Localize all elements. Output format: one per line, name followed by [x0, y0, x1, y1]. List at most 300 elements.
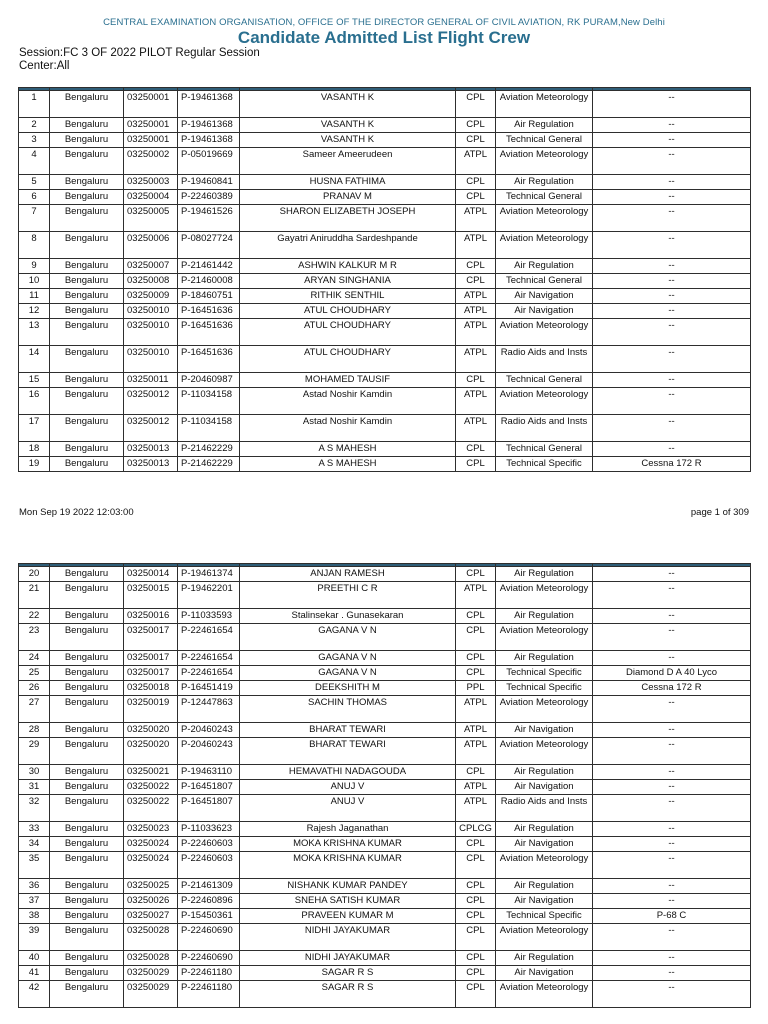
subject-cell: Technical General [496, 133, 593, 148]
licence-number-cell: P-22460603 [178, 837, 240, 852]
table-row [19, 852, 751, 879]
roll-number-cell: 03250019 [124, 696, 178, 723]
candidate-name-cell: GAGANA V N [240, 666, 456, 681]
serial-no-cell: 27 [19, 696, 50, 723]
licence-number-cell: P-16451636 [178, 304, 240, 319]
candidate-name-cell: ANUJ V [240, 780, 456, 795]
centre-name-cell: Bengaluru [50, 415, 124, 442]
subject-cell: Aviation Meteorology [496, 205, 593, 232]
licence-type-cell: ATPL [456, 415, 496, 442]
aircraft-type-cell: -- [593, 289, 751, 304]
centre-name-cell: Bengaluru [50, 175, 124, 190]
licence-number-cell: P-19461368 [178, 91, 240, 118]
table-row [19, 738, 751, 765]
licence-number-cell: P-22460896 [178, 894, 240, 909]
aircraft-type-cell: -- [593, 388, 751, 415]
table-row [19, 259, 751, 274]
serial-no-cell: 41 [19, 966, 50, 981]
licence-number-cell: P-11033593 [178, 609, 240, 624]
roll-number-cell: 03250026 [124, 894, 178, 909]
aircraft-type-cell: -- [593, 894, 751, 909]
licence-number-cell: P-22460603 [178, 852, 240, 879]
licence-type-cell: CPL [456, 765, 496, 780]
licence-number-cell: P-20460243 [178, 738, 240, 765]
roll-number-cell: 03250012 [124, 388, 178, 415]
serial-no-cell: 39 [19, 924, 50, 951]
serial-no-cell: 3 [19, 133, 50, 148]
aircraft-type-cell: P-68 C [593, 909, 751, 924]
table-row [19, 837, 751, 852]
subject-cell: Technical General [496, 442, 593, 457]
serial-no-cell: 5 [19, 175, 50, 190]
roll-number-cell: 03250011 [124, 373, 178, 388]
aircraft-type-cell: -- [593, 951, 751, 966]
table-row [19, 609, 751, 624]
table-row [19, 457, 751, 472]
centre-name-cell: Bengaluru [50, 981, 124, 1008]
table-row [19, 567, 751, 582]
roll-number-cell: 03250001 [124, 133, 178, 148]
roll-number-cell: 03250006 [124, 232, 178, 259]
licence-type-cell: CPL [456, 879, 496, 894]
aircraft-type-cell: -- [593, 232, 751, 259]
serial-no-cell: 21 [19, 582, 50, 609]
centre-name-cell: Bengaluru [50, 442, 124, 457]
table-row [19, 981, 751, 1008]
licence-number-cell: P-16451419 [178, 681, 240, 696]
aircraft-type-cell: -- [593, 795, 751, 822]
table-row [19, 582, 751, 609]
aircraft-type-cell: -- [593, 148, 751, 175]
centre-name-cell: Bengaluru [50, 681, 124, 696]
centre-name-cell: Bengaluru [50, 951, 124, 966]
table-row [19, 274, 751, 289]
subject-cell: Aviation Meteorology [496, 852, 593, 879]
licence-type-cell: ATPL [456, 780, 496, 795]
licence-type-cell: ATPL [456, 795, 496, 822]
candidate-name-cell: VASANTH K [240, 133, 456, 148]
serial-no-cell: 32 [19, 795, 50, 822]
table-row [19, 304, 751, 319]
centre-name-cell: Bengaluru [50, 795, 124, 822]
centre-name-cell: Bengaluru [50, 346, 124, 373]
roll-number-cell: 03250021 [124, 765, 178, 780]
licence-type-cell: CPLCG [456, 822, 496, 837]
table-row [19, 232, 751, 259]
aircraft-type-cell: -- [593, 205, 751, 232]
centre-name-cell: Bengaluru [50, 388, 124, 415]
candidate-name-cell: A S MAHESH [240, 442, 456, 457]
roll-number-cell: 03250029 [124, 981, 178, 1008]
page-counter: page 1 of 309 [690, 507, 749, 518]
centre-name-cell: Bengaluru [50, 822, 124, 837]
aircraft-type-cell: -- [593, 837, 751, 852]
centre-name-cell: Bengaluru [50, 738, 124, 765]
subject-cell: Air Navigation [496, 289, 593, 304]
candidate-name-cell: ASHWIN KALKUR M R [240, 259, 456, 274]
licence-type-cell: CPL [456, 852, 496, 879]
licence-number-cell: P-18460751 [178, 289, 240, 304]
table-row [19, 346, 751, 373]
aircraft-type-cell: -- [593, 274, 751, 289]
centre-name-cell: Bengaluru [50, 567, 124, 582]
subject-cell: Air Navigation [496, 304, 593, 319]
serial-no-cell: 33 [19, 822, 50, 837]
organisation-line: CENTRAL EXAMINATION ORGANISATION, OFFICE OF THE DIRECTOR GENERAL OF CIVIL AVIATION, RK PURAM,New Delhi [103, 17, 665, 28]
table-row [19, 319, 751, 346]
centre-name-cell: Bengaluru [50, 696, 124, 723]
subject-cell: Air Navigation [496, 837, 593, 852]
aircraft-type-cell: -- [593, 319, 751, 346]
table-row [19, 951, 751, 966]
subject-cell: Air Navigation [496, 966, 593, 981]
licence-type-cell: CPL [456, 442, 496, 457]
roll-number-cell: 03250016 [124, 609, 178, 624]
table-row [19, 148, 751, 175]
candidate-name-cell: SNEHA SATISH KUMAR [240, 894, 456, 909]
serial-no-cell: 1 [19, 91, 50, 118]
roll-number-cell: 03250029 [124, 966, 178, 981]
serial-no-cell: 30 [19, 765, 50, 780]
subject-cell: Air Regulation [496, 567, 593, 582]
serial-no-cell: 25 [19, 666, 50, 681]
centre-name-cell: Bengaluru [50, 232, 124, 259]
candidate-name-cell: RITHIK SENTHIL [240, 289, 456, 304]
licence-type-cell: ATPL [456, 205, 496, 232]
table-row [19, 624, 751, 651]
candidate-name-cell: PREETHI C R [240, 582, 456, 609]
candidate-name-cell: Astad Noshir Kamdin [240, 388, 456, 415]
subject-cell: Aviation Meteorology [496, 319, 593, 346]
candidate-name-cell: VASANTH K [240, 118, 456, 133]
serial-no-cell: 26 [19, 681, 50, 696]
subject-cell: Technical Specific [496, 666, 593, 681]
licence-type-cell: ATPL [456, 696, 496, 723]
serial-no-cell: 38 [19, 909, 50, 924]
centre-name-cell: Bengaluru [50, 259, 124, 274]
table-row [19, 442, 751, 457]
centre-name-cell: Bengaluru [50, 274, 124, 289]
roll-number-cell: 03250013 [124, 442, 178, 457]
centre-name-cell: Bengaluru [50, 304, 124, 319]
aircraft-type-cell: -- [593, 91, 751, 118]
candidate-name-cell: VASANTH K [240, 91, 456, 118]
licence-number-cell: P-19461368 [178, 118, 240, 133]
roll-number-cell: 03250022 [124, 795, 178, 822]
centre-name-cell: Bengaluru [50, 879, 124, 894]
print-timestamp: Mon Sep 19 2022 12:03:00 [19, 507, 134, 518]
aircraft-type-cell: -- [593, 259, 751, 274]
centre-name-cell: Bengaluru [50, 651, 124, 666]
roll-number-cell: 03250012 [124, 415, 178, 442]
serial-no-cell: 37 [19, 894, 50, 909]
licence-type-cell: ATPL [456, 304, 496, 319]
aircraft-type-cell: -- [593, 624, 751, 651]
serial-no-cell: 35 [19, 852, 50, 879]
roll-number-cell: 03250014 [124, 567, 178, 582]
subject-cell: Aviation Meteorology [496, 924, 593, 951]
subject-cell: Technical General [496, 373, 593, 388]
licence-number-cell: P-22460690 [178, 951, 240, 966]
licence-number-cell: P-21462229 [178, 442, 240, 457]
candidate-name-cell: HEMAVATHI NADAGOUDA [240, 765, 456, 780]
page-2 [0, 528, 768, 1024]
candidate-name-cell: DEEKSHITH M [240, 681, 456, 696]
licence-number-cell: P-19461368 [178, 133, 240, 148]
licence-number-cell: P-21461309 [178, 879, 240, 894]
table-row [19, 780, 751, 795]
subject-cell: Air Regulation [496, 879, 593, 894]
serial-no-cell: 28 [19, 723, 50, 738]
serial-no-cell: 42 [19, 981, 50, 1008]
licence-type-cell: CPL [456, 666, 496, 681]
licence-number-cell: P-22461180 [178, 966, 240, 981]
subject-cell: Radio Aids and Insts [496, 415, 593, 442]
aircraft-type-cell: -- [593, 582, 751, 609]
table-row [19, 190, 751, 205]
table-row [19, 175, 751, 190]
table-row [19, 205, 751, 232]
centre-name-cell: Bengaluru [50, 909, 124, 924]
licence-number-cell: P-21462229 [178, 457, 240, 472]
serial-no-cell: 8 [19, 232, 50, 259]
licence-number-cell: P-16451636 [178, 346, 240, 373]
licence-type-cell: CPL [456, 924, 496, 951]
candidate-name-cell: SAGAR R S [240, 981, 456, 1008]
candidate-table-page-1 [18, 87, 751, 472]
subject-cell: Technical Specific [496, 457, 593, 472]
licence-number-cell: P-19461374 [178, 567, 240, 582]
roll-number-cell: 03250001 [124, 91, 178, 118]
subject-cell: Aviation Meteorology [496, 738, 593, 765]
table-row [19, 666, 751, 681]
serial-no-cell: 16 [19, 388, 50, 415]
candidate-name-cell: ATUL CHOUDHARY [240, 304, 456, 319]
aircraft-type-cell: -- [593, 738, 751, 765]
licence-type-cell: ATPL [456, 289, 496, 304]
subject-cell: Air Regulation [496, 765, 593, 780]
licence-number-cell: P-19460841 [178, 175, 240, 190]
centre-name-cell: Bengaluru [50, 966, 124, 981]
aircraft-type-cell: Cessna 172 R [593, 681, 751, 696]
licence-type-cell: CPL [456, 951, 496, 966]
subject-cell: Aviation Meteorology [496, 148, 593, 175]
candidate-name-cell: A S MAHESH [240, 457, 456, 472]
candidate-name-cell: ATUL CHOUDHARY [240, 319, 456, 346]
licence-number-cell: P-19463110 [178, 765, 240, 780]
aircraft-type-cell: -- [593, 981, 751, 1008]
roll-number-cell: 03250001 [124, 118, 178, 133]
licence-number-cell: P-11034158 [178, 388, 240, 415]
roll-number-cell: 03250013 [124, 457, 178, 472]
candidate-name-cell: SACHIN THOMAS [240, 696, 456, 723]
roll-number-cell: 03250004 [124, 190, 178, 205]
licence-number-cell: P-16451807 [178, 795, 240, 822]
serial-no-cell: 2 [19, 118, 50, 133]
serial-no-cell: 4 [19, 148, 50, 175]
licence-number-cell: P-22460690 [178, 924, 240, 951]
serial-no-cell: 29 [19, 738, 50, 765]
licence-type-cell: CPL [456, 567, 496, 582]
centre-name-cell: Bengaluru [50, 582, 124, 609]
candidate-name-cell: ARYAN SINGHANIA [240, 274, 456, 289]
roll-number-cell: 03250005 [124, 205, 178, 232]
candidate-name-cell: GAGANA V N [240, 651, 456, 666]
roll-number-cell: 03250017 [124, 624, 178, 651]
subject-cell: Air Navigation [496, 894, 593, 909]
subject-cell: Technical General [496, 190, 593, 205]
aircraft-type-cell: Cessna 172 R [593, 457, 751, 472]
licence-number-cell: P-16451807 [178, 780, 240, 795]
candidate-name-cell: BHARAT TEWARI [240, 723, 456, 738]
licence-type-cell: CPL [456, 118, 496, 133]
roll-number-cell: 03250017 [124, 651, 178, 666]
serial-no-cell: 22 [19, 609, 50, 624]
roll-number-cell: 03250025 [124, 879, 178, 894]
aircraft-type-cell: -- [593, 567, 751, 582]
table-row [19, 373, 751, 388]
subject-cell: Air Regulation [496, 118, 593, 133]
roll-number-cell: 03250002 [124, 148, 178, 175]
centre-name-cell: Bengaluru [50, 765, 124, 780]
licence-type-cell: ATPL [456, 232, 496, 259]
table-row [19, 894, 751, 909]
centre-name-cell: Bengaluru [50, 457, 124, 472]
aircraft-type-cell: -- [593, 651, 751, 666]
centre-name-cell: Bengaluru [50, 723, 124, 738]
aircraft-type-cell: -- [593, 190, 751, 205]
centre-name-cell: Bengaluru [50, 133, 124, 148]
center-label: Center:All [19, 60, 70, 72]
aircraft-type-cell: -- [593, 304, 751, 319]
candidate-name-cell: Gayatri Aniruddha Sardeshpande [240, 232, 456, 259]
subject-cell: Radio Aids and Insts [496, 795, 593, 822]
licence-number-cell: P-19462201 [178, 582, 240, 609]
roll-number-cell: 03250024 [124, 837, 178, 852]
serial-no-cell: 17 [19, 415, 50, 442]
roll-number-cell: 03250027 [124, 909, 178, 924]
licence-type-cell: CPL [456, 981, 496, 1008]
centre-name-cell: Bengaluru [50, 190, 124, 205]
aircraft-type-cell: -- [593, 133, 751, 148]
candidate-name-cell: PRANAV M [240, 190, 456, 205]
candidate-name-cell: GAGANA V N [240, 624, 456, 651]
table-row [19, 966, 751, 981]
roll-number-cell: 03250020 [124, 723, 178, 738]
licence-type-cell: CPL [456, 909, 496, 924]
table-row [19, 879, 751, 894]
roll-number-cell: 03250010 [124, 304, 178, 319]
candidate-name-cell: SAGAR R S [240, 966, 456, 981]
subject-cell: Air Navigation [496, 723, 593, 738]
candidate-name-cell: Astad Noshir Kamdin [240, 415, 456, 442]
candidate-name-cell: BHARAT TEWARI [240, 738, 456, 765]
subject-cell: Technical Specific [496, 909, 593, 924]
licence-number-cell: P-11034158 [178, 415, 240, 442]
aircraft-type-cell: -- [593, 696, 751, 723]
roll-number-cell: 03250024 [124, 852, 178, 879]
licence-number-cell: P-22461654 [178, 666, 240, 681]
subject-cell: Air Regulation [496, 651, 593, 666]
licence-type-cell: CPL [456, 259, 496, 274]
licence-type-cell: CPL [456, 274, 496, 289]
table-row [19, 765, 751, 780]
candidate-name-cell: Stalinsekar . Gunasekaran [240, 609, 456, 624]
subject-cell: Aviation Meteorology [496, 232, 593, 259]
subject-cell: Air Regulation [496, 175, 593, 190]
licence-type-cell: CPL [456, 837, 496, 852]
licence-type-cell: CPL [456, 91, 496, 118]
roll-number-cell: 03250010 [124, 346, 178, 373]
table-row [19, 909, 751, 924]
serial-no-cell: 19 [19, 457, 50, 472]
roll-number-cell: 03250023 [124, 822, 178, 837]
candidate-name-cell: PRAVEEN KUMAR M [240, 909, 456, 924]
licence-type-cell: CPL [456, 175, 496, 190]
roll-number-cell: 03250003 [124, 175, 178, 190]
serial-no-cell: 20 [19, 567, 50, 582]
licence-type-cell: CPL [456, 133, 496, 148]
aircraft-type-cell: -- [593, 175, 751, 190]
licence-type-cell: CPL [456, 457, 496, 472]
candidate-name-cell: ATUL CHOUDHARY [240, 346, 456, 373]
subject-cell: Aviation Meteorology [496, 981, 593, 1008]
aircraft-type-cell: -- [593, 822, 751, 837]
candidate-name-cell: MOKA KRISHNA KUMAR [240, 837, 456, 852]
subject-cell: Air Regulation [496, 609, 593, 624]
licence-type-cell: CPL [456, 190, 496, 205]
roll-number-cell: 03250010 [124, 319, 178, 346]
licence-type-cell: ATPL [456, 738, 496, 765]
aircraft-type-cell: -- [593, 723, 751, 738]
candidate-name-cell: NISHANK KUMAR PANDEY [240, 879, 456, 894]
aircraft-type-cell: -- [593, 966, 751, 981]
table-row [19, 924, 751, 951]
licence-type-cell: CPL [456, 651, 496, 666]
licence-number-cell: P-11033623 [178, 822, 240, 837]
subject-cell: Air Regulation [496, 259, 593, 274]
page-title: Candidate Admitted List Flight Crew [237, 28, 531, 47]
subject-cell: Radio Aids and Insts [496, 346, 593, 373]
aircraft-type-cell: -- [593, 852, 751, 879]
table-row [19, 723, 751, 738]
licence-number-cell: P-12447863 [178, 696, 240, 723]
candidate-name-cell: SHARON ELIZABETH JOSEPH [240, 205, 456, 232]
aircraft-type-cell: -- [593, 415, 751, 442]
candidate-name-cell: NIDHI JAYAKUMAR [240, 924, 456, 951]
centre-name-cell: Bengaluru [50, 894, 124, 909]
serial-no-cell: 24 [19, 651, 50, 666]
licence-number-cell: P-15450361 [178, 909, 240, 924]
centre-name-cell: Bengaluru [50, 609, 124, 624]
table-row [19, 118, 751, 133]
serial-no-cell: 6 [19, 190, 50, 205]
centre-name-cell: Bengaluru [50, 666, 124, 681]
aircraft-type-cell: -- [593, 118, 751, 133]
aircraft-type-cell: Diamond D A 40 Lyco [593, 666, 751, 681]
licence-number-cell: P-22461654 [178, 624, 240, 651]
centre-name-cell: Bengaluru [50, 319, 124, 346]
candidate-name-cell: Rajesh Jaganathan [240, 822, 456, 837]
centre-name-cell: Bengaluru [50, 118, 124, 133]
subject-cell: Technical General [496, 274, 593, 289]
serial-no-cell: 23 [19, 624, 50, 651]
licence-type-cell: ATPL [456, 346, 496, 373]
aircraft-type-cell: -- [593, 442, 751, 457]
aircraft-type-cell: -- [593, 879, 751, 894]
candidate-name-cell: MOKA KRISHNA KUMAR [240, 852, 456, 879]
candidate-name-cell: Sameer Ameerudeen [240, 148, 456, 175]
